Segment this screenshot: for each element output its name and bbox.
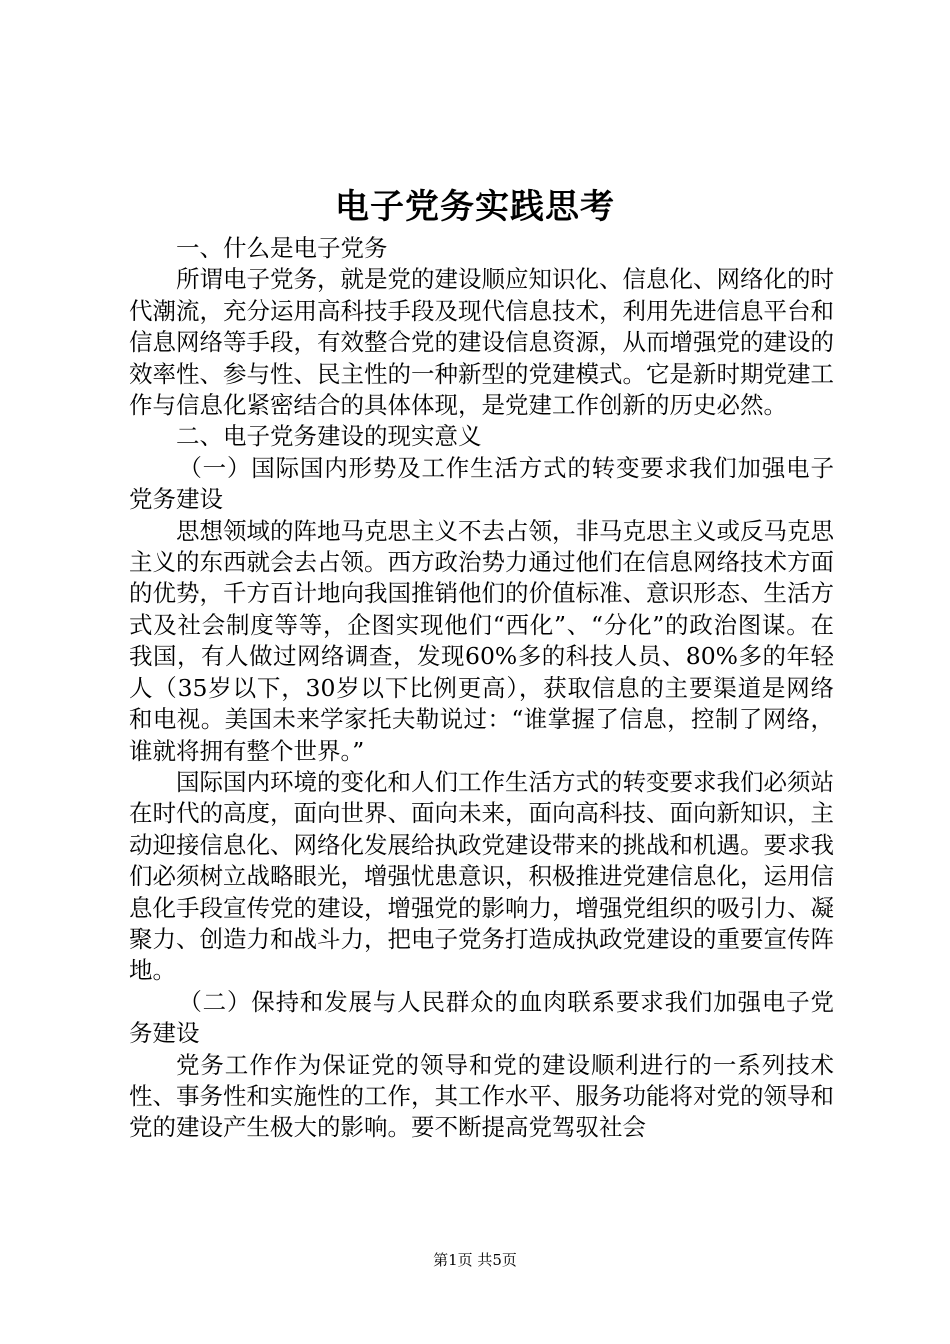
paragraph-party-affairs: 党务工作作为保证党的领导和党的建设顺利进行的一系列技术性、事务性和实施性的工作，其工作水平、服务功能将对党的领导和党的建设产生极大的影响。要不断提高党驾驭社会 — [129, 1050, 834, 1142]
document-title: 电子党务实践思考 — [335, 187, 615, 227]
paragraph-definition: 所谓电子党务，就是党的建设顺应知识化、信息化、网络化的时代潮流，充分运用高科技手段及现代信息技术，利用先进信息平台和信息网络等手段，有效整合党的建设信息资源，从而增强党的建设的效率性、参与性、民主性的一种新型的党建模式。它是新时期党建工作与信息化紧密结合的具体体现，是党建工作创新的历史必然。 — [129, 265, 834, 420]
paragraph-ideology: 思想领域的阵地马克思主义不去占领，非马克思主义或反马克思主义的东西就会去占领。西方政治势力通过他们在信息网络技术方面的优势，千方百计地向我国推销他们的价值标准、意识形态、生活方式及社会制度等等，企图实现他们“西化”、“分化”的政治图谋。在我国，有人做过网络调查，发现60%多的科技人员、80%多的年轻人（35岁以下，30岁以下比例更高），获取信息的主要渠道是网络和电视。美国未来学家托夫勒说过：“谁掌握了信息，控制了网络，谁就将拥有整个世界。” — [129, 516, 834, 765]
section-heading-1: 一、什么是电子党务 — [176, 234, 388, 262]
paragraph-environment: 国际国内环境的变化和人们工作生活方式的转变要求我们必须站在时代的高度，面向世界、面向未来，面向高科技、面向新知识，主动迎接信息化、网络化发展给执政党建设带来的挑战和机遇。要求我们必须树立战略眼光，增强忧患意识，积极推进党建信息化，运用信息化手段宣传党的建设，增强党的影响力，增强党组织的吸引力、凝聚力、创造力和战斗力，把电子党务打造成执政党建设的重要宣传阵地。 — [129, 767, 834, 985]
subsection-heading-1: （一）国际国内形势及工作生活方式的转变要求我们加强电子党务建设 — [129, 453, 834, 514]
document-body — [129, 233, 834, 1144]
subsection-heading-2: （二）保持和发展与人民群众的血肉联系要求我们加强电子党务建设 — [129, 987, 834, 1048]
page-footer: 第1页 共5页 — [433, 1251, 517, 1269]
section-heading-2: 二、电子党务建设的现实意义 — [176, 422, 482, 451]
